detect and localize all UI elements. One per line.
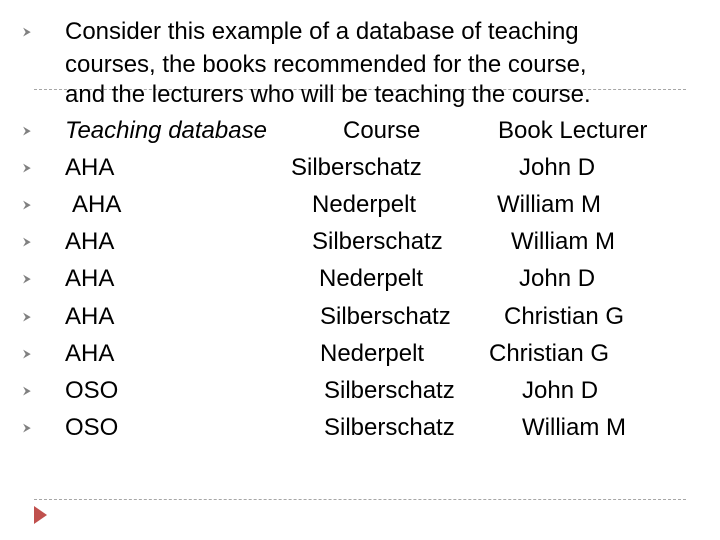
cell-course: AHA: [72, 191, 122, 218]
intro-line: and the lecturers who will be teaching the course.: [65, 81, 591, 108]
cell-lecturer: William M: [522, 414, 626, 441]
cell-lecturer: William M: [497, 191, 601, 218]
cell-course: AHA: [65, 340, 115, 367]
cell-book: Silberschatz: [291, 154, 422, 181]
cell-course: AHA: [65, 303, 115, 330]
bullet-icon: ⮞: [23, 384, 31, 397]
cell-book: Silberschatz: [324, 377, 455, 404]
cell-book: Nederpelt: [319, 265, 424, 292]
cell-lecturer: John D: [519, 154, 596, 181]
cell-book: Nederpelt: [320, 340, 425, 367]
bullet-icon: ⮞: [23, 347, 31, 360]
bullet-icon: ⮞: [23, 310, 31, 323]
column-header-book-lecturer: Book Lecturer: [498, 117, 648, 144]
cell-course: AHA: [65, 265, 115, 292]
cell-course: OSO: [65, 414, 119, 441]
cell-book: Silberschatz: [312, 228, 443, 255]
cell-lecturer: John D: [519, 265, 596, 292]
bullet-icon: ⮞: [23, 198, 31, 211]
cell-lecturer: William M: [511, 228, 615, 255]
cell-lecturer: Christian G: [504, 303, 625, 330]
cell-course: OSO: [65, 377, 119, 404]
corner-arrow-icon: [34, 506, 47, 524]
cell-book: Silberschatz: [320, 303, 451, 330]
cell-course: AHA: [65, 154, 115, 181]
bullet-icon: ⮞: [23, 272, 31, 285]
cell-book: Silberschatz: [324, 414, 455, 441]
cell-course: AHA: [65, 228, 115, 255]
intro-line: Consider this example of a database of teaching: [65, 18, 579, 45]
bottom-divider: [34, 499, 686, 500]
bullet-icon: ⮞: [23, 421, 31, 434]
column-header-course: Course: [343, 117, 421, 144]
bullet-icon: ⮞: [23, 235, 31, 248]
intro-line: courses, the books recommended for the course,: [65, 51, 587, 78]
bullet-icon: ⮞: [23, 25, 31, 38]
table-title: Teaching database: [65, 117, 267, 144]
bullet-icon: ⮞: [23, 124, 31, 137]
cell-book: Nederpelt: [312, 191, 417, 218]
cell-lecturer: Christian G: [489, 340, 610, 367]
bullet-icon: ⮞: [23, 161, 31, 174]
cell-lecturer: John D: [522, 377, 599, 404]
